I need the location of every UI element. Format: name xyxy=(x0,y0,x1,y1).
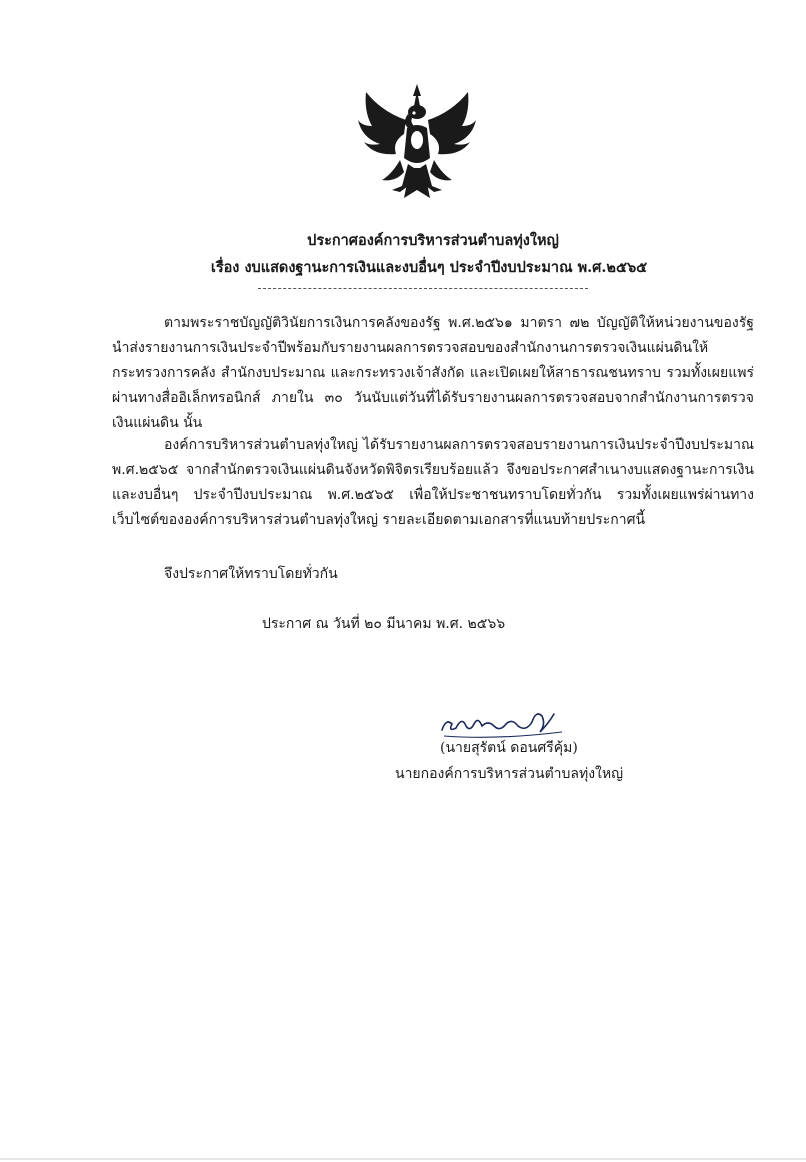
announcement-subject: เรื่อง งบแสดงฐานะการเงินและงบอื่นๆ ประจำปีงบประมาณ พ.ศ.๒๕๖๕ xyxy=(210,259,648,276)
signer-position: นายกองค์การบริหารส่วนตำบลทุ่งใหญ่ xyxy=(395,766,624,782)
announcement-date: ประกาศ ณ วันที่ ๒๐ มีนาคม พ.ศ. ๒๕๖๖ xyxy=(262,616,506,632)
announcement-title: ประกาศองค์การบริหารส่วนตำบลทุ่งใหญ่ xyxy=(307,232,559,249)
title-divider xyxy=(258,288,588,289)
signer-name: (นายสุรัตน์ ดอนศรีคุ้ม) xyxy=(440,740,578,756)
page-bottom-edge xyxy=(0,1158,806,1160)
body-paragraph-1: ตามพระราชบัญญัติวินัยการเงินการคลังของรัฐ พ.ศ.๒๕๖๑ มาตรา ๗๒ บัญญัติให้หน่วยงานของรัฐนำส่งรายงานการเงินประจำปีพร้อมกับรายงานผลการตรวจสอบของสำนักงานการตรวจเงินแผ่นดินให้กระทรวงการคลัง สำนักงบประมาณ และกระทรวงเจ้าสังกัด และเปิดเผยให้สาธารณชนทราบ รวมทั้งเผยแพร่ผ่านทางสื่ออิเล็กทรอนิกส์ ภายใน ๓๐ วันนับแต่วันที่ได้รับรายงานผลการตรวจสอบจากสำนักงานการตรวจเงินแผ่นดิน นั้น xyxy=(112,315,754,431)
body-paragraph-3: จึงประกาศให้ทราบโดยทั่วกัน xyxy=(164,566,338,582)
handwritten-signature xyxy=(436,702,576,742)
garuda-emblem-icon xyxy=(352,82,482,202)
body-paragraph-2: องค์การบริหารส่วนตำบลทุ่งใหญ่ ได้รับรายงานผลการตรวจสอบรายงานการเงินประจำปีงบประมาณ พ.ศ.๒๕๖๕ จากสำนักตรวจเงินแผ่นดินจังหวัดพิจิตรเรียบร้อยแล้ว จึงขอประกาศสำเนางบแสดงฐานะการเงินและงบอื่นๆ ประจำปีงบประมาณ พ.ศ.๒๕๖๕ เพื่อให้ประชาชนทราบโดยทั่วกัน รวมทั้งเผยแพร่ผ่านทางเว็บไซต์ขององค์การบริหารส่วนตำบลทุ่งใหญ่ รายละเอียดตามเอกสารที่แนบท้ายประกาศนี้ xyxy=(112,437,754,528)
